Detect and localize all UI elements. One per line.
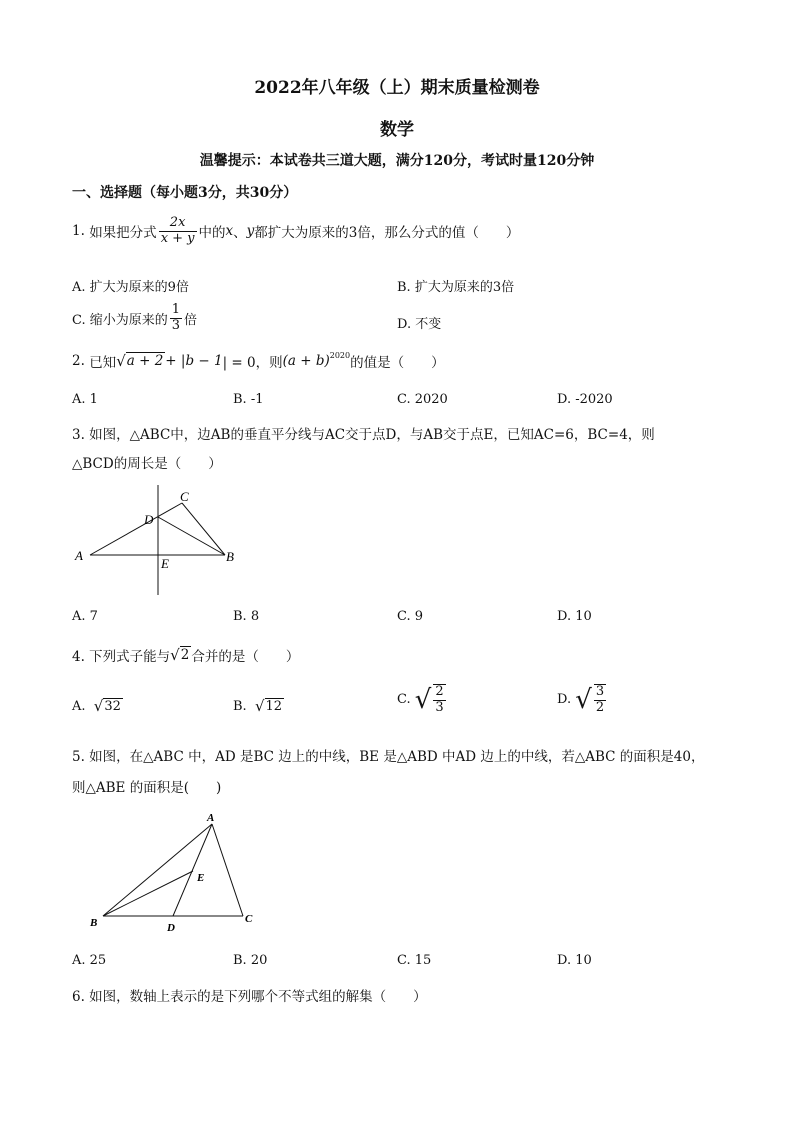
q5-option-a[interactable]: A. 25 bbox=[72, 953, 107, 968]
q1-var-y: y bbox=[246, 223, 255, 240]
q2-exponent: 2020 bbox=[329, 351, 351, 360]
q3-label-c: C bbox=[180, 489, 189, 504]
q2-option-c[interactable]: C. 2020 bbox=[397, 392, 448, 407]
q5-option-b[interactable]: B. 20 bbox=[233, 953, 268, 968]
q4-text-post: 合并的是（ ） bbox=[191, 649, 300, 665]
q3-figure bbox=[70, 480, 250, 600]
q1-c-den: 3 bbox=[171, 317, 181, 333]
sqrt-icon: √ bbox=[575, 684, 592, 715]
question-4 bbox=[72, 645, 299, 665]
q5-text-line1: 5. 如图，在△ABC 中，AD 是BC 边上的中线，BE 是△ABD 中AD 边上的中线，若△ABC 的面积是40， bbox=[72, 749, 705, 765]
q3-label-e: E bbox=[161, 556, 169, 571]
q1-frac-den: x + y bbox=[160, 230, 195, 246]
sqrt-icon: √ bbox=[254, 697, 265, 715]
q2-abs-inner: b − 1 bbox=[185, 353, 223, 369]
q3-text-line2: △BCD的周长是（ ） bbox=[72, 456, 222, 472]
q1-c-pre: C. 缩小为原来的 bbox=[72, 312, 168, 328]
q1-frac-num: 2x bbox=[169, 215, 186, 230]
q3-label-b: B bbox=[226, 549, 234, 564]
q2-number: 2. bbox=[72, 353, 85, 369]
q5-text-line2: 则△ABE 的面积是( ) bbox=[72, 780, 222, 796]
q1-c-fraction bbox=[170, 303, 182, 334]
q2-base: (a + b) bbox=[282, 353, 330, 369]
q4-option-a[interactable] bbox=[72, 697, 123, 715]
q5-segment-ba bbox=[103, 824, 212, 916]
q1-number: 1. bbox=[72, 223, 85, 240]
q2-plus: + | bbox=[165, 353, 186, 369]
q3-text-line1: 3. 如图，△ABC中，边AB的垂直平分线与AC交于点D，与AB交于点E，已知AC=6，BC=4，则 bbox=[72, 427, 655, 443]
q3-option-d[interactable]: D. 10 bbox=[557, 609, 592, 624]
q2-option-d[interactable]: D. -2020 bbox=[557, 392, 613, 407]
q2-option-b[interactable]: B. -1 bbox=[233, 392, 264, 407]
q4-b-radicand: 12 bbox=[265, 698, 283, 714]
q4-d-den: 2 bbox=[595, 699, 605, 715]
q2-option-a[interactable]: A. 1 bbox=[72, 392, 98, 407]
q3-segment-db bbox=[158, 517, 225, 555]
q5-option-d[interactable]: D. 10 bbox=[557, 953, 592, 968]
q2-text-post: 的值是（ ） bbox=[350, 355, 445, 371]
q4-option-b[interactable] bbox=[233, 697, 284, 715]
q1-sep: 、 bbox=[233, 225, 247, 242]
q6-text-line1: 6. 如图，数轴上表示的是下列哪个不等式组的解集（ ） bbox=[72, 989, 427, 1005]
q4-b-label: B. bbox=[233, 698, 247, 714]
q4-option-c[interactable] bbox=[397, 684, 448, 716]
q5-label-a: A bbox=[207, 812, 215, 824]
q1-c-num: 1 bbox=[171, 302, 181, 317]
q1-option-c[interactable] bbox=[72, 303, 197, 334]
q5-segment-ac bbox=[212, 824, 243, 916]
q4-option-d[interactable] bbox=[557, 684, 608, 716]
q5-label-c: C bbox=[245, 913, 253, 925]
q4-c-den: 3 bbox=[435, 699, 444, 715]
q1-var-x: x bbox=[225, 223, 234, 240]
q5-label-e: E bbox=[197, 872, 205, 884]
q1-c-post: 倍 bbox=[184, 312, 198, 328]
q4-c-label: C. bbox=[397, 692, 411, 708]
q4-c-fraction bbox=[433, 684, 445, 716]
q1-fraction bbox=[159, 216, 197, 247]
sqrt-icon: √ bbox=[170, 646, 180, 664]
q5-figure bbox=[85, 808, 265, 938]
q1-text-mid: 中的 bbox=[198, 225, 226, 242]
q2-radicand: a + 2 bbox=[126, 353, 164, 370]
q5-segment-ad bbox=[173, 824, 212, 916]
q2-eq: | = 0，则 bbox=[222, 355, 283, 371]
exam-tip: 温馨提示：本试卷共三道大题，满分120分，考试时量120分钟 bbox=[199, 153, 595, 169]
q4-d-label: D. bbox=[557, 692, 572, 708]
q3-label-d: D bbox=[144, 512, 154, 527]
subject-title: 数学 bbox=[380, 120, 414, 140]
q3-option-a[interactable]: A. 7 bbox=[72, 609, 98, 624]
q5-option-c[interactable]: C. 15 bbox=[397, 953, 432, 968]
q4-radicand: 2 bbox=[180, 647, 190, 664]
q1-text-post: 都扩大为原来的3倍，那么分式的值（ ） bbox=[254, 225, 520, 242]
sqrt-icon: √ bbox=[414, 684, 432, 715]
q4-text-pre: 4. 下列式子能与 bbox=[72, 649, 171, 665]
q3-segment-cb bbox=[182, 503, 225, 555]
section-heading: 一、选择题（每小题3分，共30分） bbox=[72, 185, 298, 201]
question-1 bbox=[72, 216, 519, 247]
q3-option-c[interactable]: C. 9 bbox=[397, 609, 424, 624]
exam-title: 2022年八年级（上）期末质量检测卷 bbox=[254, 78, 540, 98]
q3-option-b[interactable]: B. 8 bbox=[233, 609, 260, 624]
q1-option-a[interactable]: A. 扩大为原来的9倍 bbox=[72, 280, 189, 295]
q4-a-radicand: 32 bbox=[104, 698, 121, 714]
q3-label-a: A bbox=[75, 548, 83, 563]
q2-text-pre: 已知 bbox=[89, 355, 117, 371]
sqrt-icon: √ bbox=[93, 697, 104, 715]
q1-text-pre: 如果把分式 bbox=[89, 225, 157, 242]
q1-option-b[interactable]: B. 扩大为原来的3倍 bbox=[397, 280, 515, 295]
q3-segment-ac bbox=[90, 503, 182, 555]
question-2 bbox=[72, 351, 445, 371]
q4-a-label: A. bbox=[72, 698, 86, 714]
sqrt-icon: √ bbox=[116, 352, 126, 370]
q4-c-num: 2 bbox=[435, 684, 444, 699]
q4-d-fraction bbox=[594, 684, 606, 716]
q5-label-d: D bbox=[167, 922, 175, 934]
q1-option-d[interactable]: D. 不变 bbox=[397, 317, 442, 332]
q4-d-num: 3 bbox=[595, 684, 605, 699]
q5-label-b: B bbox=[90, 917, 98, 929]
